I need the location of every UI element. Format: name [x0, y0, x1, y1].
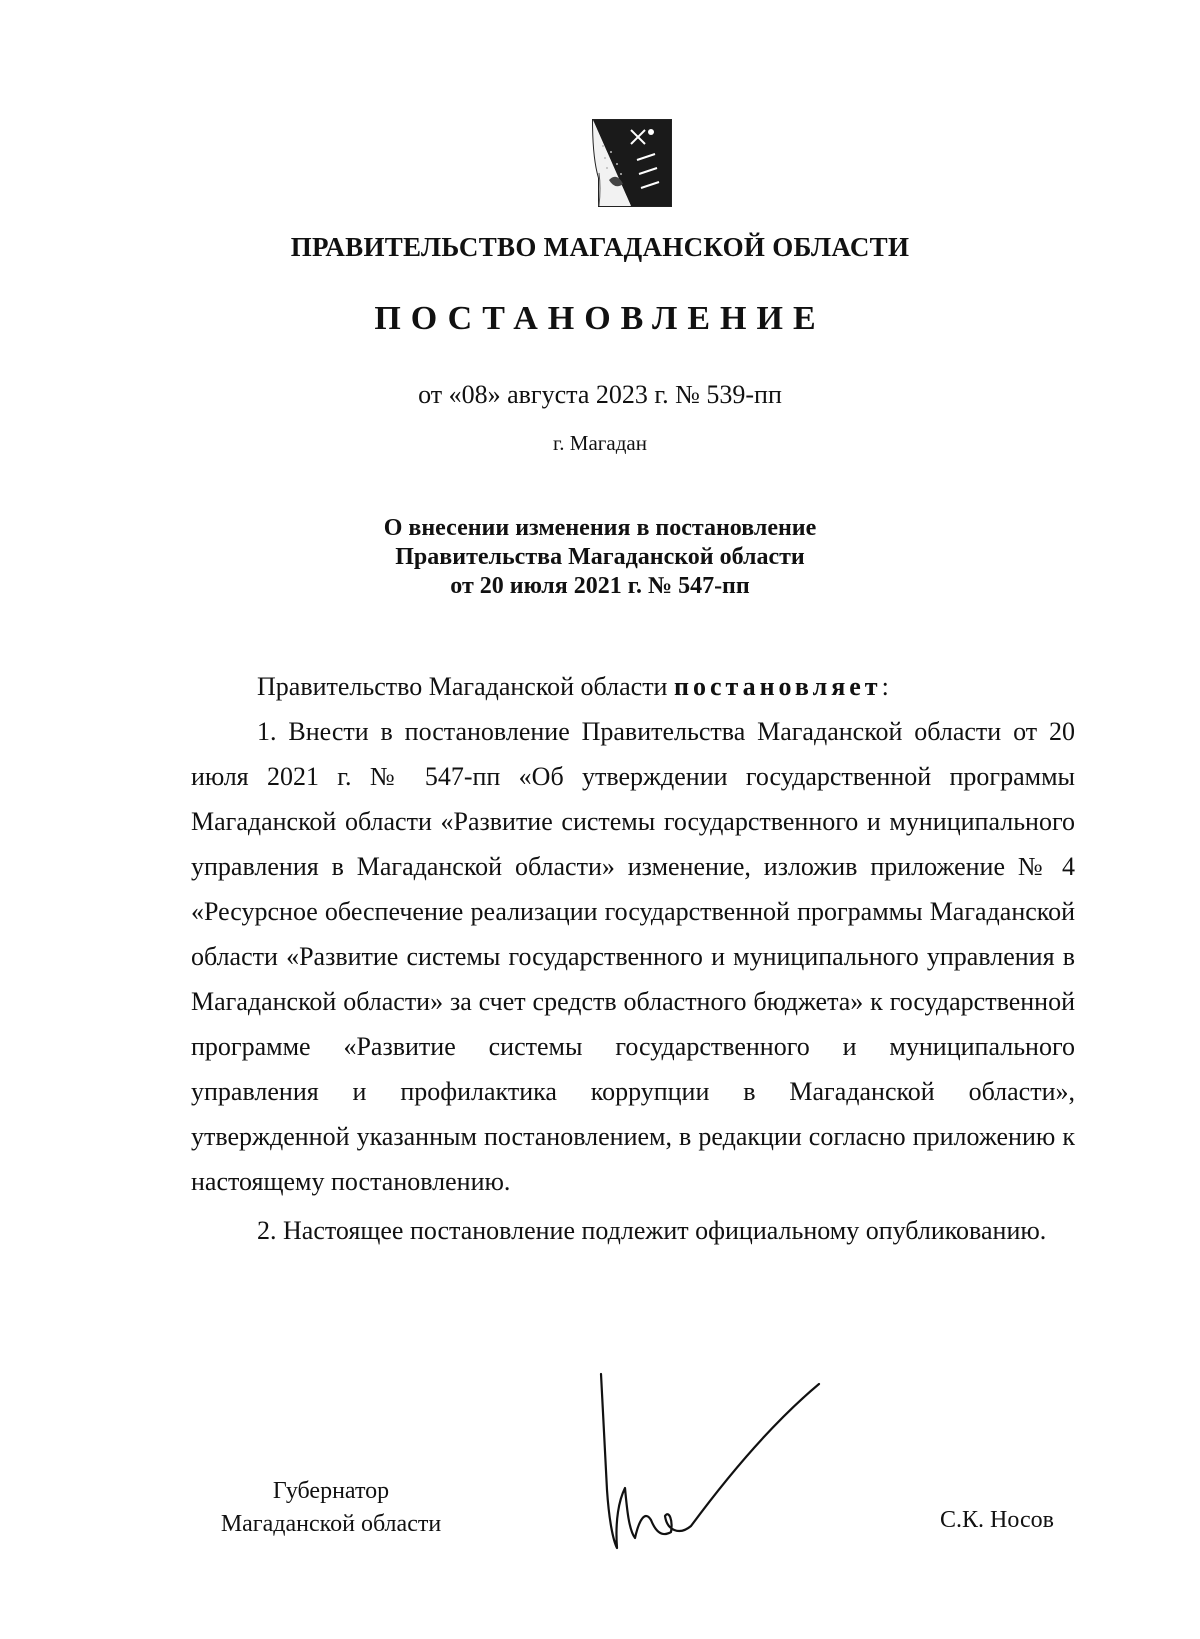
preamble-keyword: постановляет — [673, 672, 882, 701]
preamble-colon: : — [881, 672, 889, 701]
document-date-number: от «08» августа 2023 г. № 539-пп — [418, 380, 782, 409]
subject-line: Правительства Магаданской области — [395, 544, 805, 570]
document-city: г. Магадан — [553, 431, 647, 455]
signer-role-line: Губернатор — [272, 1478, 390, 1504]
paragraph-1: 1. Внести в постановление Правительства Магаданской области от 20 июля 2021 г. № 547-пп «Об утверждении государственной программы Магаданской области «Развитие системы государственного и муниципального управления в Магаданской области» изменение, изложив приложение № 4 «Ресурсное обеспечение реализации государственной программы Магаданской области «Развитие системы государственного и муниципального управления в Магаданской области» за счет средств областного бюджета» к государственной программе «Развитие системы государственного и муниципального управления и профилактика коррупции в Магаданской области», утвержденной указанным постановлением, в редакции согласно приложению к настоящему постановлению. — [191, 717, 1075, 1196]
preamble — [191, 664, 1075, 709]
document-subject — [0, 514, 1200, 601]
subject-line: от 20 июля 2021 г. № 547-пп — [450, 573, 750, 599]
document-body — [191, 664, 1075, 1253]
signer-name: С.К. Носов — [940, 1507, 1054, 1533]
handwritten-signature — [595, 1370, 825, 1570]
subject-line: О внесении изменения в постановление — [383, 515, 817, 541]
document-kind-title: ПОСТАНОВЛЕНИЕ — [374, 300, 826, 337]
coat-of-arms-icon — [591, 118, 673, 210]
paragraph-2: 2. Настоящее постановление подлежит официальному опубликованию. — [257, 1216, 1047, 1245]
signer-role-line: Магаданской области — [220, 1511, 442, 1537]
signer-role — [196, 1475, 466, 1541]
government-title: ПРАВИТЕЛЬСТВО МАГАДАНСКОЙ ОБЛАСТИ — [290, 232, 910, 262]
preamble-text: Правительство Магаданской области — [257, 672, 674, 701]
